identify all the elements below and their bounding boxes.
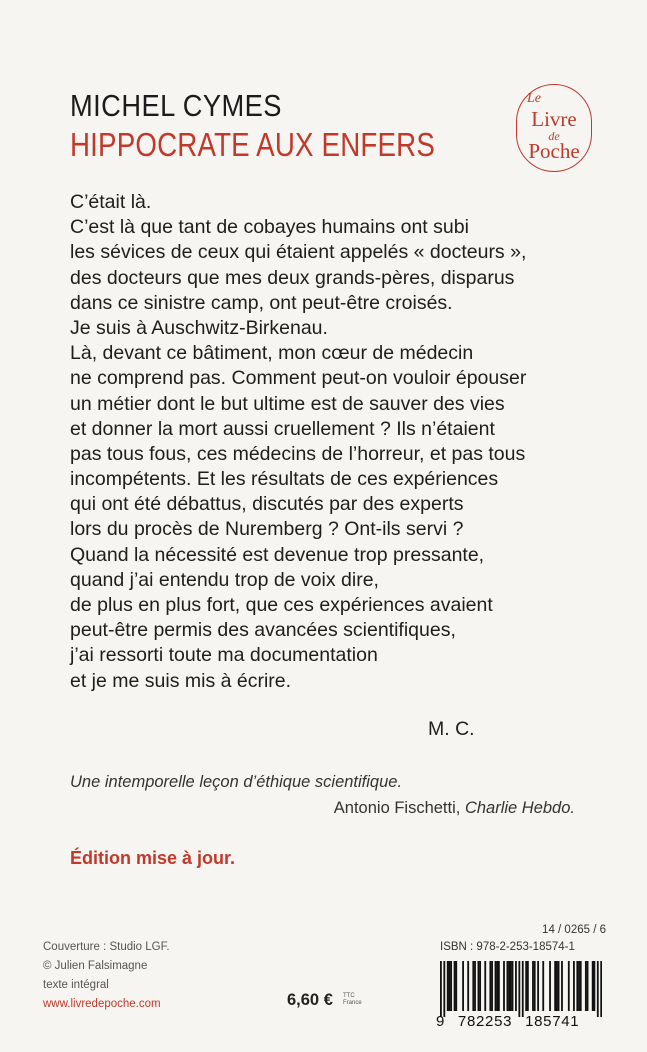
body-line: et donner la mort aussi cruellement ? Ils n’étaient	[70, 417, 495, 440]
body-line: de plus en plus fort, que ces expériences avaient	[70, 594, 493, 616]
barcode-bar	[534, 961, 536, 1011]
barcode-bar	[467, 961, 469, 1011]
barcode-bar	[558, 961, 560, 1011]
ean-group-1: 782253	[457, 1013, 513, 1030]
barcode-bar	[474, 961, 476, 1011]
integral-text-note: texte intégral	[43, 979, 109, 991]
barcode-bar	[455, 961, 457, 1011]
body-line: incompétents. Et les résultats de ces expériences	[70, 468, 499, 491]
barcode-block	[436, 924, 606, 1034]
body-line: ne comprend pas. Comment peut-on vouloir épouser	[70, 367, 527, 390]
barcode-bar	[515, 961, 517, 1011]
barcode-bar	[478, 961, 480, 1011]
ean-barcode	[440, 961, 602, 1017]
back-cover-text	[70, 190, 526, 694]
barcode-bar	[510, 961, 512, 1011]
body-line: quand j’ai entendu trop de voix dire,	[70, 568, 379, 591]
isbn-number: ISBN : 978-2-253-18574-1	[440, 941, 575, 953]
barcode-bar	[527, 961, 529, 1011]
barcode-bar	[507, 961, 509, 1011]
logo-line-4: Poche	[528, 139, 580, 163]
barcode-bar	[532, 961, 534, 1011]
barcode-bar	[479, 961, 481, 1011]
body-line: qui ont été débattus, discutés par des experts	[70, 493, 464, 516]
barcode-bar	[578, 961, 580, 1011]
body-line: j’ai ressorti toute ma documentation	[70, 644, 378, 667]
barcode-bar	[443, 961, 445, 1017]
barcode-bar	[525, 961, 527, 1011]
quote-publication: Charlie Hebdo.	[464, 799, 575, 817]
barcode-bar	[593, 961, 595, 1011]
barcode-bar	[454, 961, 456, 1011]
body-line: dans ce sinistre camp, ont peut-être croisés.	[70, 291, 453, 314]
barcode-bar	[495, 961, 497, 1011]
barcode-bar	[489, 961, 491, 1011]
author-name: MICHEL CYMES	[70, 88, 282, 123]
barcode-bar	[592, 961, 594, 1011]
barcode-bar	[512, 961, 514, 1011]
cover-credit: Couverture : Studio LGF.	[43, 941, 170, 953]
barcode-bar	[440, 961, 442, 1017]
photo-credit: © Julien Falsimagne	[43, 960, 148, 972]
body-line: les sévices de ceux qui étaient appelés « docteurs »,	[70, 241, 527, 264]
barcode-bar	[542, 961, 544, 1011]
body-line: lors du procès de Nuremberg ? Ont-ils servi ?	[70, 518, 464, 541]
publisher-url: www.livredepoche.com	[43, 998, 161, 1010]
body-line: des docteurs que mes deux grands-pères, disparus	[70, 266, 515, 289]
barcode-bar	[587, 961, 589, 1011]
barcode-bar	[522, 961, 524, 1017]
barcode-bar	[597, 961, 599, 1017]
body-line: C’était là.	[70, 191, 152, 213]
edition-note: Édition mise à jour.	[70, 848, 236, 868]
price-tax-note	[343, 993, 362, 1007]
ean-digits	[436, 1013, 579, 1030]
body-line: peut-être permis des avancées scientifiques,	[70, 619, 456, 642]
body-line: un métier dont le but ultime est de sauver des vies	[70, 392, 505, 415]
barcode-bar	[447, 961, 449, 1011]
body-line: Je suis à Auschwitz-Birkenau.	[70, 316, 328, 339]
body-line: Là, devant ce bâtiment, mon cœur de médecin	[70, 342, 474, 365]
body-line: C’est là que tant de cobayes humains ont subi	[70, 216, 469, 239]
barcode-bar	[498, 961, 500, 1011]
country-label: France	[343, 1000, 362, 1006]
barcode-bar	[462, 961, 464, 1011]
barcode-bar	[554, 961, 556, 1011]
credits	[43, 938, 170, 1014]
logo-line-2: Livre	[531, 107, 577, 131]
barcode-bar	[491, 961, 493, 1011]
barcode-bar	[600, 961, 602, 1017]
logo-line-1: Le	[527, 91, 541, 106]
price: 6,60 €	[287, 991, 333, 1009]
barcode-bar	[576, 961, 578, 1011]
barcode-bar	[537, 961, 539, 1011]
barcode-bar	[580, 961, 582, 1011]
book-title: HIPPOCRATE AUX ENFERS	[70, 126, 435, 163]
quote-author: Antonio Fischetti,	[333, 799, 461, 817]
body-line: Quand la nécessité est devenue trop pressante,	[70, 543, 485, 566]
product-ref: 14 / 0265 / 6	[542, 924, 606, 936]
logo-line-3: de	[548, 129, 560, 143]
barcode-bar	[568, 961, 570, 1011]
barcode-bar	[556, 961, 558, 1011]
barcode-bar	[484, 961, 486, 1011]
signature: M. C.	[428, 718, 475, 740]
barcode-bar	[496, 961, 498, 1011]
barcode-bar	[449, 961, 451, 1011]
quote-source	[334, 799, 575, 818]
ttc-label: TTC	[343, 993, 355, 999]
livre-de-poche-logo	[516, 84, 592, 172]
barcode-bar	[549, 961, 551, 1011]
barcode-bar	[472, 961, 474, 1011]
ean-group-2: 185741	[525, 1013, 580, 1030]
press-quote: Une intemporelle leçon d’éthique scientifique.	[70, 773, 403, 791]
barcode-bar	[508, 961, 510, 1011]
barcode-bar	[518, 961, 520, 1017]
barcode-bar	[503, 961, 505, 1011]
barcode-bar	[561, 961, 563, 1011]
barcode-bar	[573, 961, 575, 1011]
barcode-bar	[585, 961, 587, 1011]
barcode-bar	[450, 961, 452, 1011]
body-line: et je me suis mis à écrire.	[70, 669, 292, 692]
body-line: pas tous fous, ces médecins de l’horreur, et pas tous	[70, 442, 526, 465]
ean-first-digit: 9	[436, 1013, 446, 1030]
